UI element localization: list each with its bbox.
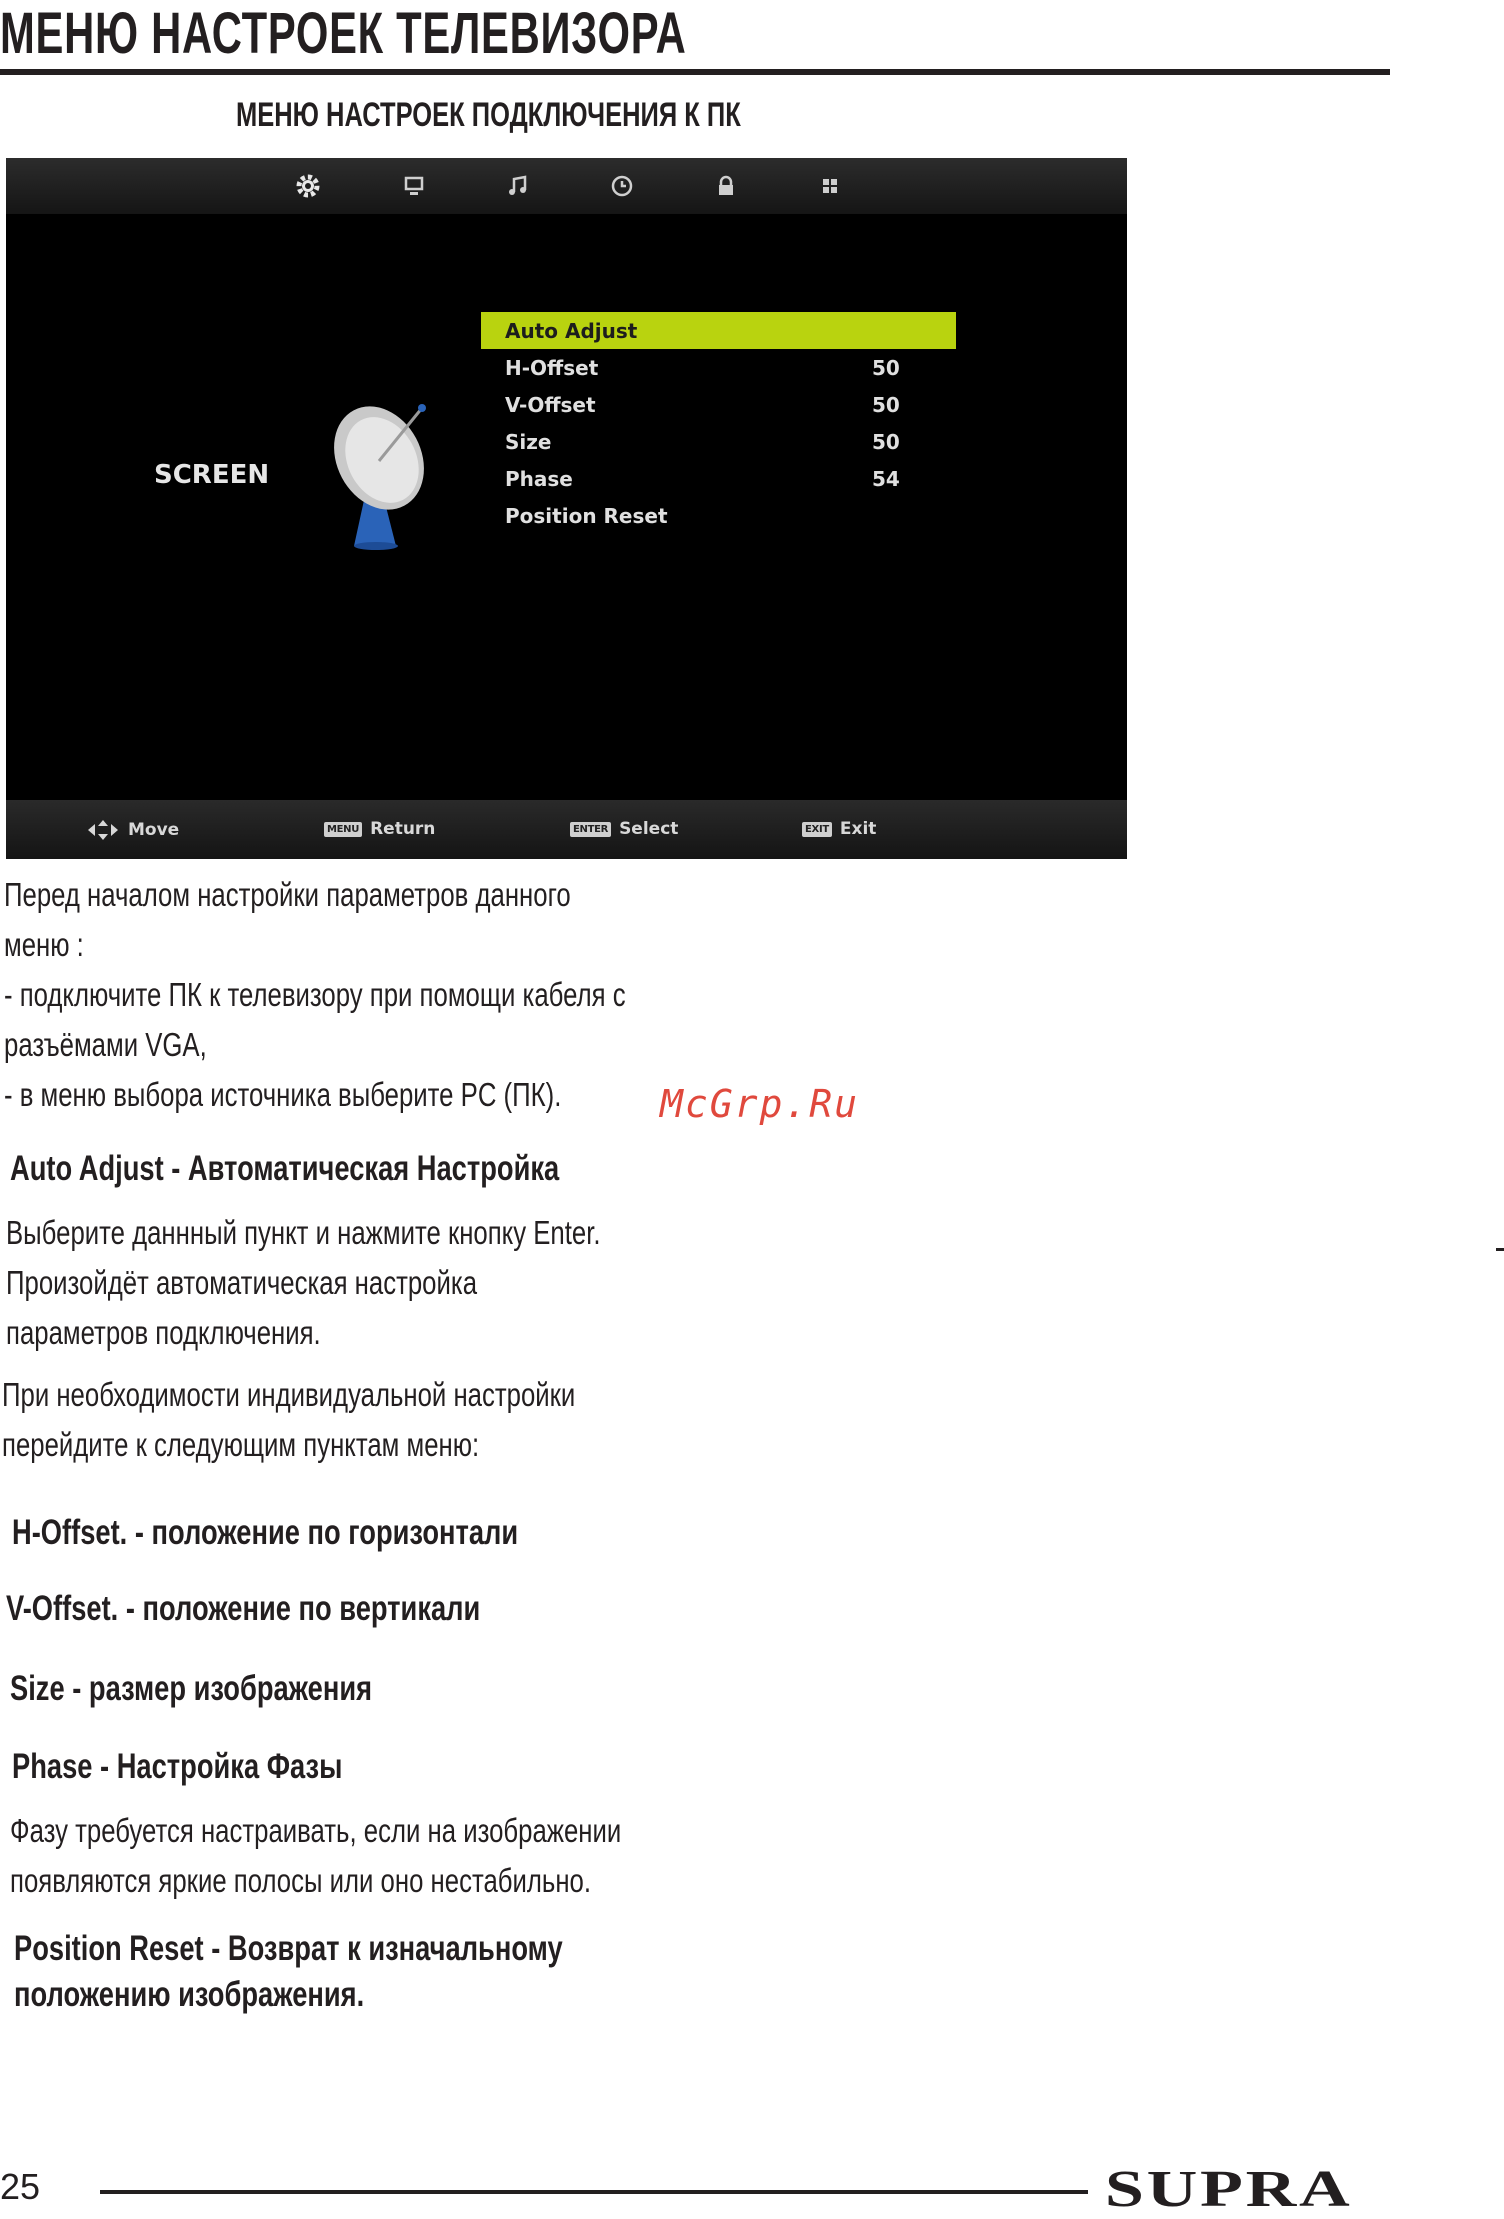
menu-item-auto-adjust[interactable]: Auto Adjust: [481, 312, 956, 349]
individual-setup-text: перейдите к следующим пунктам меню:: [2, 1426, 480, 1463]
gear-icon[interactable]: [292, 170, 324, 202]
page-number: 25: [0, 2166, 41, 2207]
intro-line: Перед началом настройки параметров данного: [4, 876, 571, 913]
position-reset-heading: Position Reset - Возврат к изначальному: [14, 1929, 563, 1968]
menu-item-phase[interactable]: Phase 54: [505, 467, 900, 491]
phase-text: Фазу требуется настраивать, если на изображении: [10, 1812, 622, 1849]
auto-adjust-text: Произойдёт автоматическая настройка: [6, 1264, 478, 1301]
tv-hint-bar: [6, 800, 1127, 859]
auto-adjust-text: Выберите даннный пункт и нажмите кнопку Enter.: [6, 1214, 601, 1251]
page-title: МЕНЮ НАСТРОЕК ТЕЛЕВИЗОРА: [0, 1, 687, 66]
grid-icon[interactable]: [814, 170, 846, 202]
v-offset-heading: V-Offset. - положение по вертикали: [6, 1589, 481, 1628]
enter-key-icon: ENTER: [570, 822, 611, 837]
clock-icon[interactable]: [606, 170, 638, 202]
move-arrows-icon: [86, 819, 120, 841]
auto-adjust-heading: Auto Adjust - Автоматическая Настройка: [10, 1149, 560, 1188]
watermark: McGrp.Ru: [660, 1082, 860, 1126]
hint-move: Move: [86, 819, 179, 841]
auto-adjust-text: параметров подключения.: [6, 1314, 321, 1351]
hint-return: MENU Return: [324, 819, 435, 839]
phase-text: появляются яркие полосы или оно нестабильно.: [10, 1862, 592, 1899]
screen-category-label: SCREEN: [154, 460, 270, 490]
phase-heading: Phase - Настройка Фазы: [12, 1747, 343, 1786]
footer-divider: [100, 2190, 1088, 2194]
music-note-icon[interactable]: [502, 170, 534, 202]
exit-key-icon: EXIT: [802, 822, 832, 837]
tv-menu-screenshot: [6, 158, 1127, 859]
satellite-dish-icon: [324, 396, 444, 551]
position-reset-heading: положению изображения.: [14, 1975, 365, 2014]
hint-exit: EXIT Exit: [802, 819, 876, 839]
intro-line: меню :: [4, 926, 84, 963]
tv-top-bar: [6, 158, 1127, 214]
intro-line: разъёмами VGA,: [4, 1026, 207, 1063]
intro-line: - подключите ПК к телевизору при помощи кабеля с: [4, 976, 626, 1013]
h-offset-heading: H-Offset. - положение по горизонтали: [12, 1513, 519, 1552]
size-heading: Size - размер изображения: [10, 1669, 373, 1708]
individual-setup-text: При необходимости индивидуальной настройки: [2, 1376, 576, 1413]
tv-menu-list: [481, 312, 956, 534]
margin-mark: [1496, 1248, 1504, 1251]
title-divider: [0, 69, 1390, 75]
menu-item-position-reset[interactable]: Position Reset: [505, 504, 668, 528]
menu-item-v-offset[interactable]: V-Offset 50: [505, 393, 900, 417]
monitor-icon[interactable]: [398, 170, 430, 202]
menu-item-size[interactable]: Size 50: [505, 430, 900, 454]
menu-key-icon: MENU: [324, 822, 362, 837]
section-subtitle: МЕНЮ НАСТРОЕК ПОДКЛЮЧЕНИЯ К ПК: [236, 96, 741, 134]
menu-item-h-offset[interactable]: H-Offset 50: [505, 356, 900, 380]
intro-line: - в меню выбора источника выберите PC (ПК).: [4, 1076, 562, 1113]
hint-select: ENTER Select: [570, 819, 678, 839]
brand-logo: SUPRA: [1104, 2161, 1353, 2218]
lock-icon[interactable]: [710, 170, 742, 202]
